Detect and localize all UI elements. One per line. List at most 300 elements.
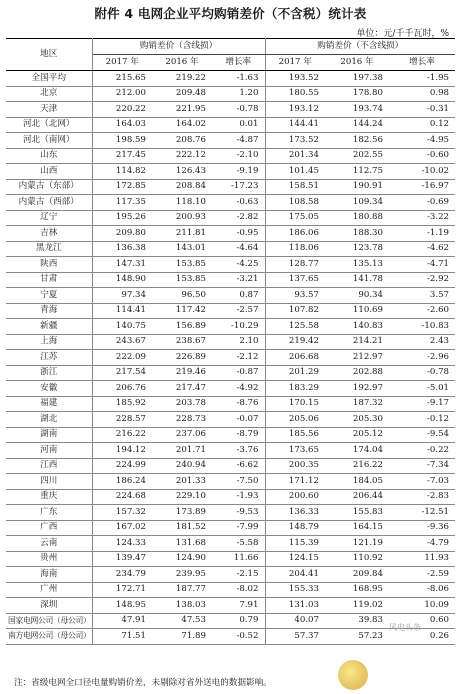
value-cell: 208.76: [152, 133, 212, 149]
header-2017: 2017 年: [92, 55, 152, 71]
value-cell: 101.45: [265, 164, 325, 180]
value-cell: 1.20: [212, 86, 265, 102]
header-with-loss: 购销差价（含线损）: [92, 39, 265, 55]
table-row: [6, 71, 455, 87]
stats-table: [6, 38, 455, 645]
value-cell: -1.63: [212, 71, 265, 87]
table-row: [6, 272, 455, 288]
table-row: [6, 195, 455, 211]
value-cell: 153.85: [152, 257, 212, 273]
table-row: [6, 164, 455, 180]
region-cell: 四川: [6, 474, 92, 490]
value-cell: 180.88: [325, 210, 389, 226]
value-cell: -2.12: [212, 350, 265, 366]
region-cell: 北京: [6, 86, 92, 102]
value-cell: 71.89: [152, 629, 212, 645]
value-cell: 114.82: [92, 164, 152, 180]
region-cell: 上海: [6, 334, 92, 350]
value-cell: 158.51: [265, 179, 325, 195]
header-2016: 2016 年: [152, 55, 212, 71]
region-cell: 广州: [6, 582, 92, 598]
value-cell: 205.30: [325, 412, 389, 428]
value-cell: 204.41: [265, 567, 325, 583]
value-cell: 147.31: [92, 257, 152, 273]
region-cell: 贵州: [6, 551, 92, 567]
value-cell: -4.92: [212, 381, 265, 397]
value-cell: 234.79: [92, 567, 152, 583]
value-cell: 240.94: [152, 458, 212, 474]
value-cell: 156.89: [152, 319, 212, 335]
value-cell: 200.35: [265, 458, 325, 474]
value-cell: 212.97: [325, 350, 389, 366]
value-cell: 135.13: [325, 257, 389, 273]
value-cell: -7.99: [212, 520, 265, 536]
value-cell: -0.12: [389, 412, 455, 428]
value-cell: 0.79: [212, 613, 265, 629]
footnote: 注：省级电网全口径电量购销价差，未剔除对省外送电的数据影响。: [14, 678, 272, 688]
value-cell: 71.51: [92, 629, 152, 645]
table-row: [6, 148, 455, 164]
value-cell: 11.93: [389, 551, 455, 567]
value-cell: 209.80: [92, 226, 152, 242]
value-cell: 194.12: [92, 443, 152, 459]
value-cell: 164.15: [325, 520, 389, 536]
value-cell: -8.02: [212, 582, 265, 598]
value-cell: 107.82: [265, 303, 325, 319]
table-row: [6, 629, 455, 645]
value-cell: 141.78: [325, 272, 389, 288]
value-cell: 40.07: [265, 613, 325, 629]
value-cell: 110.92: [325, 551, 389, 567]
table-row: [6, 102, 455, 118]
region-cell: 山西: [6, 164, 92, 180]
value-cell: 172.85: [92, 179, 152, 195]
value-cell: 93.57: [265, 288, 325, 304]
region-cell: 浙江: [6, 365, 92, 381]
value-cell: 148.90: [92, 272, 152, 288]
region-cell: 安徽: [6, 381, 92, 397]
value-cell: 186.06: [265, 226, 325, 242]
value-cell: -9.19: [212, 164, 265, 180]
value-cell: 200.60: [265, 489, 325, 505]
table-row: [6, 210, 455, 226]
value-cell: 228.73: [152, 412, 212, 428]
value-cell: 173.89: [152, 505, 212, 521]
value-cell: 172.71: [92, 582, 152, 598]
value-cell: -3.21: [212, 272, 265, 288]
value-cell: 170.15: [265, 396, 325, 412]
watermark-text: 风电头条: [389, 623, 421, 632]
region-cell: 国家电网公司（母公司）: [6, 613, 92, 629]
region-cell: 天津: [6, 102, 92, 118]
page-title: 附件 4 电网企业平均购销差价（不含税）统计表: [94, 6, 367, 21]
table-row: [6, 303, 455, 319]
value-cell: 125.58: [265, 319, 325, 335]
value-cell: 201.29: [265, 365, 325, 381]
value-cell: 186.24: [92, 474, 152, 490]
table-row: [6, 133, 455, 149]
value-cell: 173.52: [265, 133, 325, 149]
value-cell: -0.63: [212, 195, 265, 211]
watermark-logo-icon: [338, 660, 368, 690]
value-cell: 205.12: [325, 427, 389, 443]
value-cell: -8.79: [212, 427, 265, 443]
value-cell: 167.02: [92, 520, 152, 536]
table-row: [6, 520, 455, 536]
value-cell: 112.75: [325, 164, 389, 180]
value-cell: 222.12: [152, 148, 212, 164]
value-cell: 157.32: [92, 505, 152, 521]
value-cell: 217.45: [92, 148, 152, 164]
value-cell: -10.83: [389, 319, 455, 335]
value-cell: 7.91: [212, 598, 265, 614]
value-cell: 108.58: [265, 195, 325, 211]
table-row: [6, 489, 455, 505]
value-cell: 128.77: [265, 257, 325, 273]
value-cell: 209.48: [152, 86, 212, 102]
value-cell: 124.33: [92, 536, 152, 552]
table-row: [6, 427, 455, 443]
value-cell: 57.37: [265, 629, 325, 645]
value-cell: 188.30: [325, 226, 389, 242]
value-cell: -7.50: [212, 474, 265, 490]
region-cell: 海南: [6, 567, 92, 583]
value-cell: 215.65: [92, 71, 152, 87]
value-cell: 144.24: [325, 117, 389, 133]
value-cell: 198.59: [92, 133, 152, 149]
value-cell: 237.06: [152, 427, 212, 443]
value-cell: -4.71: [389, 257, 455, 273]
value-cell: 182.56: [325, 133, 389, 149]
value-cell: 57.23: [325, 629, 389, 645]
unit-label: 单位：元/千千瓦时，%: [356, 29, 449, 39]
region-cell: 新疆: [6, 319, 92, 335]
region-cell: 全国平均: [6, 71, 92, 87]
value-cell: 47.53: [152, 613, 212, 629]
value-cell: 97.34: [92, 288, 152, 304]
value-cell: 155.33: [265, 582, 325, 598]
value-cell: 193.12: [265, 102, 325, 118]
value-cell: -2.96: [389, 350, 455, 366]
value-cell: 115.39: [265, 536, 325, 552]
table-row: [6, 474, 455, 490]
value-cell: 175.05: [265, 210, 325, 226]
value-cell: -2.92: [389, 272, 455, 288]
table-row: [6, 350, 455, 366]
value-cell: 219.22: [152, 71, 212, 87]
region-cell: 内蒙古（西部）: [6, 195, 92, 211]
region-cell: 河北（南网）: [6, 133, 92, 149]
value-cell: 206.68: [265, 350, 325, 366]
value-cell: -7.03: [389, 474, 455, 490]
value-cell: -9.53: [212, 505, 265, 521]
value-cell: 187.77: [152, 582, 212, 598]
value-cell: -2.57: [212, 303, 265, 319]
value-cell: 96.50: [152, 288, 212, 304]
value-cell: -0.07: [212, 412, 265, 428]
value-cell: 0.60: [389, 613, 455, 629]
value-cell: 139.47: [92, 551, 152, 567]
value-cell: 2.10: [212, 334, 265, 350]
table-row: [6, 567, 455, 583]
value-cell: -2.83: [389, 489, 455, 505]
region-cell: 江苏: [6, 350, 92, 366]
region-cell: 广东: [6, 505, 92, 521]
value-cell: -17.23: [212, 179, 265, 195]
value-cell: 2.43: [389, 334, 455, 350]
value-cell: 178.80: [325, 86, 389, 102]
value-cell: -0.31: [389, 102, 455, 118]
value-cell: 192.97: [325, 381, 389, 397]
value-cell: 0.87: [212, 288, 265, 304]
value-cell: -1.95: [389, 71, 455, 87]
value-cell: 0.98: [389, 86, 455, 102]
region-cell: 陕西: [6, 257, 92, 273]
table-row: [6, 381, 455, 397]
value-cell: -1.93: [212, 489, 265, 505]
value-cell: 201.34: [265, 148, 325, 164]
value-cell: -7.34: [389, 458, 455, 474]
region-cell: 吉林: [6, 226, 92, 242]
table-row: [6, 582, 455, 598]
value-cell: 148.95: [92, 598, 152, 614]
table-body: [6, 71, 455, 645]
value-cell: -5.58: [212, 536, 265, 552]
value-cell: 216.22: [325, 458, 389, 474]
value-cell: 126.43: [152, 164, 212, 180]
value-cell: 214.21: [325, 334, 389, 350]
value-cell: 131.03: [265, 598, 325, 614]
table-row: [6, 458, 455, 474]
table-row: [6, 551, 455, 567]
value-cell: 124.90: [152, 551, 212, 567]
value-cell: 211.81: [152, 226, 212, 242]
value-cell: -1.19: [389, 226, 455, 242]
header-growth: 增长率: [389, 55, 455, 71]
value-cell: 228.57: [92, 412, 152, 428]
value-cell: 193.74: [325, 102, 389, 118]
table-row: [6, 365, 455, 381]
value-cell: -0.52: [212, 629, 265, 645]
value-cell: 118.06: [265, 241, 325, 257]
value-cell: -4.95: [389, 133, 455, 149]
value-cell: 224.99: [92, 458, 152, 474]
value-cell: 11.66: [212, 551, 265, 567]
value-cell: -10.02: [389, 164, 455, 180]
value-cell: 10.09: [389, 598, 455, 614]
value-cell: 212.00: [92, 86, 152, 102]
region-cell: 湖北: [6, 412, 92, 428]
value-cell: 90.34: [325, 288, 389, 304]
value-cell: 136.33: [265, 505, 325, 521]
value-cell: 124.15: [265, 551, 325, 567]
value-cell: 39.83: [325, 613, 389, 629]
region-cell: 湖南: [6, 427, 92, 443]
value-cell: 239.95: [152, 567, 212, 583]
region-cell: 河北（北网）: [6, 117, 92, 133]
value-cell: -0.78: [212, 102, 265, 118]
value-cell: 217.54: [92, 365, 152, 381]
value-cell: 0.12: [389, 117, 455, 133]
table-row: [6, 443, 455, 459]
value-cell: 117.35: [92, 195, 152, 211]
value-cell: 221.95: [152, 102, 212, 118]
region-cell: 福建: [6, 396, 92, 412]
table-row: [6, 226, 455, 242]
value-cell: 206.44: [325, 489, 389, 505]
table-row: [6, 288, 455, 304]
value-cell: -9.36: [389, 520, 455, 536]
table-row: [6, 319, 455, 335]
value-cell: 131.68: [152, 536, 212, 552]
table-row: [6, 241, 455, 257]
table-row: [6, 536, 455, 552]
value-cell: 114.41: [92, 303, 152, 319]
value-cell: 200.93: [152, 210, 212, 226]
value-cell: 181.52: [152, 520, 212, 536]
value-cell: -8.76: [212, 396, 265, 412]
header-2017: 2017 年: [265, 55, 325, 71]
region-cell: 辽宁: [6, 210, 92, 226]
value-cell: 201.33: [152, 474, 212, 490]
value-cell: 138.03: [152, 598, 212, 614]
value-cell: 155.83: [325, 505, 389, 521]
table-row: [6, 396, 455, 412]
value-cell: 3.57: [389, 288, 455, 304]
region-cell: 深圳: [6, 598, 92, 614]
value-cell: 193.52: [265, 71, 325, 87]
value-cell: 140.83: [325, 319, 389, 335]
header-without-loss: 购销差价（不含线损）: [265, 39, 455, 55]
region-cell: 黑龙江: [6, 241, 92, 257]
value-cell: -0.22: [389, 443, 455, 459]
header-2016: 2016 年: [325, 55, 389, 71]
region-cell: 山东: [6, 148, 92, 164]
table-row: [6, 412, 455, 428]
value-cell: -16.97: [389, 179, 455, 195]
value-cell: 121.19: [325, 536, 389, 552]
value-cell: -12.51: [389, 505, 455, 521]
value-cell: 168.95: [325, 582, 389, 598]
value-cell: 143.01: [152, 241, 212, 257]
value-cell: 0.26: [389, 629, 455, 645]
value-cell: 238.67: [152, 334, 212, 350]
header-region: 地区: [6, 39, 92, 71]
table-row: [6, 117, 455, 133]
value-cell: 148.79: [265, 520, 325, 536]
region-cell: 广西: [6, 520, 92, 536]
region-cell: 江西: [6, 458, 92, 474]
value-cell: 202.88: [325, 365, 389, 381]
value-cell: 174.04: [325, 443, 389, 459]
value-cell: -4.62: [389, 241, 455, 257]
value-cell: 219.42: [265, 334, 325, 350]
value-cell: -4.25: [212, 257, 265, 273]
value-cell: -2.10: [212, 148, 265, 164]
value-cell: 201.71: [152, 443, 212, 459]
value-cell: -2.60: [389, 303, 455, 319]
table-row: [6, 86, 455, 102]
value-cell: -0.60: [389, 148, 455, 164]
value-cell: 110.69: [325, 303, 389, 319]
value-cell: 202.55: [325, 148, 389, 164]
region-cell: 重庆: [6, 489, 92, 505]
value-cell: -10.29: [212, 319, 265, 335]
value-cell: 118.10: [152, 195, 212, 211]
region-cell: 内蒙古（东部）: [6, 179, 92, 195]
value-cell: 229.10: [152, 489, 212, 505]
value-cell: -5.01: [389, 381, 455, 397]
value-cell: 119.02: [325, 598, 389, 614]
table-row: [6, 598, 455, 614]
value-cell: 185.56: [265, 427, 325, 443]
region-cell: 宁夏: [6, 288, 92, 304]
value-cell: 243.67: [92, 334, 152, 350]
value-cell: 153.85: [152, 272, 212, 288]
value-cell: 209.84: [325, 567, 389, 583]
value-cell: -2.59: [389, 567, 455, 583]
value-cell: 208.84: [152, 179, 212, 195]
value-cell: 117.42: [152, 303, 212, 319]
table-row: [6, 179, 455, 195]
value-cell: -2.82: [212, 210, 265, 226]
value-cell: 203.78: [152, 396, 212, 412]
table-row: [6, 613, 455, 629]
value-cell: 195.26: [92, 210, 152, 226]
value-cell: -6.62: [212, 458, 265, 474]
value-cell: 144.41: [265, 117, 325, 133]
region-cell: 云南: [6, 536, 92, 552]
value-cell: 47.91: [92, 613, 152, 629]
value-cell: 123.78: [325, 241, 389, 257]
value-cell: -4.64: [212, 241, 265, 257]
region-cell: 甘肃: [6, 272, 92, 288]
value-cell: 180.55: [265, 86, 325, 102]
value-cell: -3.22: [389, 210, 455, 226]
value-cell: -8.06: [389, 582, 455, 598]
value-cell: -0.95: [212, 226, 265, 242]
value-cell: 224.68: [92, 489, 152, 505]
region-cell: 河南: [6, 443, 92, 459]
value-cell: 220.22: [92, 102, 152, 118]
value-cell: -9.17: [389, 396, 455, 412]
value-cell: -9.54: [389, 427, 455, 443]
value-cell: 137.65: [265, 272, 325, 288]
region-cell: 青海: [6, 303, 92, 319]
value-cell: -0.78: [389, 365, 455, 381]
table-row: [6, 505, 455, 521]
value-cell: 183.29: [265, 381, 325, 397]
value-cell: 206.76: [92, 381, 152, 397]
value-cell: 197.38: [325, 71, 389, 87]
value-cell: 171.12: [265, 474, 325, 490]
value-cell: -0.87: [212, 365, 265, 381]
value-cell: 109.34: [325, 195, 389, 211]
value-cell: 219.46: [152, 365, 212, 381]
table-row: [6, 334, 455, 350]
value-cell: 140.75: [92, 319, 152, 335]
value-cell: 187.32: [325, 396, 389, 412]
value-cell: 216.22: [92, 427, 152, 443]
region-cell: 南方电网公司（母公司）: [6, 629, 92, 645]
header-growth: 增长率: [212, 55, 265, 71]
value-cell: 217.47: [152, 381, 212, 397]
value-cell: 205.06: [265, 412, 325, 428]
value-cell: 226.89: [152, 350, 212, 366]
value-cell: 173.65: [265, 443, 325, 459]
value-cell: 190.91: [325, 179, 389, 195]
value-cell: 164.02: [152, 117, 212, 133]
